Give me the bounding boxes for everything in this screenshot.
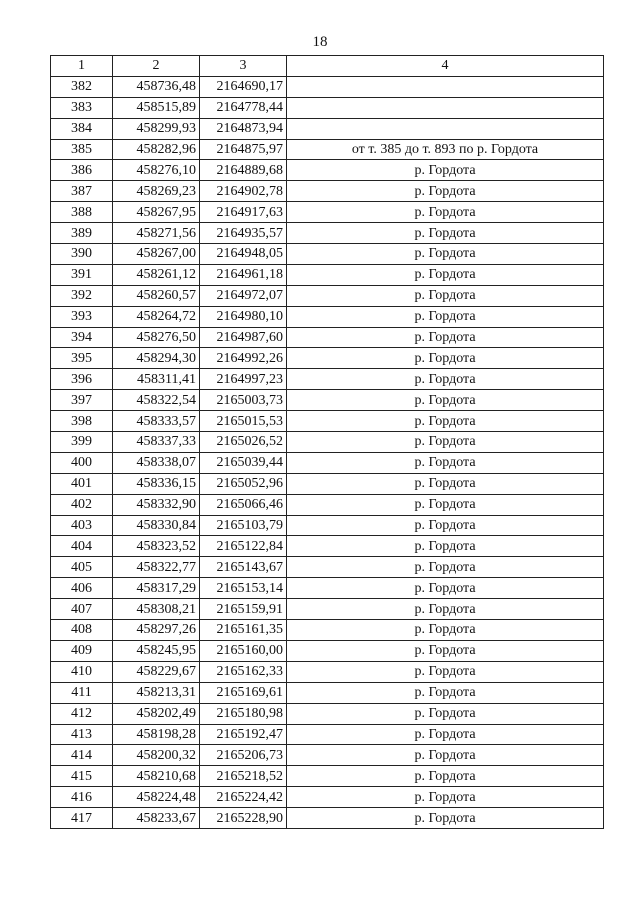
table-row	[51, 515, 604, 536]
description-cell: р. Гордота	[287, 160, 604, 181]
description-cell: р. Гордота	[287, 787, 604, 808]
point-number-cell: 405	[51, 557, 113, 578]
table-row	[51, 411, 604, 432]
point-number-cell: 392	[51, 285, 113, 306]
x-coordinate-cell: 458271,56	[113, 223, 200, 244]
table-row	[51, 139, 604, 160]
y-coordinate-cell: 2165228,90	[200, 808, 287, 829]
column-header-description: 4	[287, 56, 604, 77]
description-cell: р. Гордота	[287, 724, 604, 745]
y-coordinate-cell: 2165103,79	[200, 515, 287, 536]
x-coordinate-cell: 458276,10	[113, 160, 200, 181]
table-row	[51, 202, 604, 223]
table-row	[51, 473, 604, 494]
x-coordinate-cell: 458299,93	[113, 118, 200, 139]
table-row	[51, 160, 604, 181]
column-header-y: 3	[200, 56, 287, 77]
table-row	[51, 264, 604, 285]
y-coordinate-cell: 2165161,35	[200, 620, 287, 641]
y-coordinate-cell: 2165066,46	[200, 494, 287, 515]
table-row	[51, 118, 604, 139]
x-coordinate-cell: 458333,57	[113, 411, 200, 432]
x-coordinate-cell: 458229,67	[113, 661, 200, 682]
description-cell: р. Гордота	[287, 327, 604, 348]
description-cell: р. Гордота	[287, 536, 604, 557]
description-cell: р. Гордота	[287, 766, 604, 787]
y-coordinate-cell: 2165015,53	[200, 411, 287, 432]
point-number-cell: 412	[51, 703, 113, 724]
point-number-cell: 406	[51, 578, 113, 599]
y-coordinate-cell: 2164875,97	[200, 139, 287, 160]
y-coordinate-cell: 2165180,98	[200, 703, 287, 724]
table-row	[51, 724, 604, 745]
table-row	[51, 745, 604, 766]
point-number-cell: 401	[51, 473, 113, 494]
point-number-cell: 408	[51, 620, 113, 641]
description-cell: р. Гордота	[287, 557, 604, 578]
table-row	[51, 369, 604, 390]
x-coordinate-cell: 458233,67	[113, 808, 200, 829]
point-number-cell: 404	[51, 536, 113, 557]
description-cell: р. Гордота	[287, 808, 604, 829]
point-number-cell: 402	[51, 494, 113, 515]
table-row	[51, 181, 604, 202]
description-cell: р. Гордота	[287, 620, 604, 641]
point-number-cell: 384	[51, 118, 113, 139]
x-coordinate-cell: 458294,30	[113, 348, 200, 369]
y-coordinate-cell: 2164961,18	[200, 264, 287, 285]
x-coordinate-cell: 458224,48	[113, 787, 200, 808]
y-coordinate-cell: 2165143,67	[200, 557, 287, 578]
x-coordinate-cell: 458261,12	[113, 264, 200, 285]
table-row	[51, 432, 604, 453]
table-row	[51, 578, 604, 599]
x-coordinate-cell: 458308,21	[113, 599, 200, 620]
x-coordinate-cell: 458267,95	[113, 202, 200, 223]
point-number-cell: 396	[51, 369, 113, 390]
description-cell	[287, 76, 604, 97]
table-row	[51, 661, 604, 682]
description-cell: р. Гордота	[287, 599, 604, 620]
description-cell: р. Гордота	[287, 682, 604, 703]
x-coordinate-cell: 458200,32	[113, 745, 200, 766]
coordinates-table	[50, 55, 604, 829]
y-coordinate-cell: 2164987,60	[200, 327, 287, 348]
x-coordinate-cell: 458267,00	[113, 244, 200, 265]
description-cell: р. Гордота	[287, 432, 604, 453]
point-number-cell: 413	[51, 724, 113, 745]
description-cell: р. Гордота	[287, 202, 604, 223]
point-number-cell: 403	[51, 515, 113, 536]
x-coordinate-cell: 458276,50	[113, 327, 200, 348]
x-coordinate-cell: 458202,49	[113, 703, 200, 724]
y-coordinate-cell: 2164902,78	[200, 181, 287, 202]
table-row	[51, 766, 604, 787]
y-coordinate-cell: 2164690,17	[200, 76, 287, 97]
description-cell: р. Гордота	[287, 411, 604, 432]
point-number-cell: 415	[51, 766, 113, 787]
x-coordinate-cell: 458323,52	[113, 536, 200, 557]
x-coordinate-cell: 458282,96	[113, 139, 200, 160]
x-coordinate-cell: 458515,89	[113, 97, 200, 118]
description-cell: р. Гордота	[287, 661, 604, 682]
table-row	[51, 494, 604, 515]
description-cell: р. Гордота	[287, 348, 604, 369]
y-coordinate-cell: 2164992,26	[200, 348, 287, 369]
point-number-cell: 382	[51, 76, 113, 97]
point-number-cell: 393	[51, 306, 113, 327]
y-coordinate-cell: 2164948,05	[200, 244, 287, 265]
table-row	[51, 640, 604, 661]
x-coordinate-cell: 458213,31	[113, 682, 200, 703]
point-number-cell: 383	[51, 97, 113, 118]
x-coordinate-cell: 458245,95	[113, 640, 200, 661]
table-row	[51, 557, 604, 578]
table-row	[51, 285, 604, 306]
table-body	[51, 76, 604, 828]
table-row	[51, 244, 604, 265]
table-row	[51, 682, 604, 703]
table-row	[51, 808, 604, 829]
point-number-cell: 397	[51, 390, 113, 411]
table-header-row	[51, 56, 604, 77]
point-number-cell: 399	[51, 432, 113, 453]
point-number-cell: 394	[51, 327, 113, 348]
x-coordinate-cell: 458332,90	[113, 494, 200, 515]
point-number-cell: 385	[51, 139, 113, 160]
y-coordinate-cell: 2165026,52	[200, 432, 287, 453]
x-coordinate-cell: 458311,41	[113, 369, 200, 390]
description-cell: от т. 385 до т. 893 по р. Гордота	[287, 139, 604, 160]
table-row	[51, 452, 604, 473]
y-coordinate-cell: 2165162,33	[200, 661, 287, 682]
y-coordinate-cell: 2165052,96	[200, 473, 287, 494]
y-coordinate-cell: 2165218,52	[200, 766, 287, 787]
point-number-cell: 390	[51, 244, 113, 265]
y-coordinate-cell: 2165153,14	[200, 578, 287, 599]
x-coordinate-cell: 458736,48	[113, 76, 200, 97]
description-cell: р. Гордота	[287, 473, 604, 494]
point-number-cell: 391	[51, 264, 113, 285]
description-cell: р. Гордота	[287, 745, 604, 766]
table-row	[51, 306, 604, 327]
table-row	[51, 599, 604, 620]
x-coordinate-cell: 458317,29	[113, 578, 200, 599]
x-coordinate-cell: 458330,84	[113, 515, 200, 536]
description-cell: р. Гордота	[287, 452, 604, 473]
description-cell: р. Гордота	[287, 223, 604, 244]
x-coordinate-cell: 458198,28	[113, 724, 200, 745]
table-row	[51, 620, 604, 641]
point-number-cell: 411	[51, 682, 113, 703]
y-coordinate-cell: 2165224,42	[200, 787, 287, 808]
description-cell: р. Гордота	[287, 264, 604, 285]
y-coordinate-cell: 2165003,73	[200, 390, 287, 411]
point-number-cell: 400	[51, 452, 113, 473]
point-number-cell: 398	[51, 411, 113, 432]
point-number-cell: 416	[51, 787, 113, 808]
description-cell	[287, 118, 604, 139]
y-coordinate-cell: 2165039,44	[200, 452, 287, 473]
point-number-cell: 410	[51, 661, 113, 682]
page-number: 18	[312, 34, 328, 50]
point-number-cell: 389	[51, 223, 113, 244]
point-number-cell: 417	[51, 808, 113, 829]
description-cell: р. Гордота	[287, 578, 604, 599]
description-cell: р. Гордота	[287, 306, 604, 327]
y-coordinate-cell: 2164980,10	[200, 306, 287, 327]
y-coordinate-cell: 2164935,57	[200, 223, 287, 244]
x-coordinate-cell: 458322,54	[113, 390, 200, 411]
y-coordinate-cell: 2165206,73	[200, 745, 287, 766]
x-coordinate-cell: 458264,72	[113, 306, 200, 327]
y-coordinate-cell: 2164778,44	[200, 97, 287, 118]
description-cell: р. Гордота	[287, 390, 604, 411]
point-number-cell: 414	[51, 745, 113, 766]
x-coordinate-cell: 458337,33	[113, 432, 200, 453]
x-coordinate-cell: 458269,23	[113, 181, 200, 202]
description-cell: р. Гордота	[287, 181, 604, 202]
x-coordinate-cell: 458260,57	[113, 285, 200, 306]
description-cell: р. Гордота	[287, 494, 604, 515]
table-row	[51, 76, 604, 97]
y-coordinate-cell: 2164917,63	[200, 202, 287, 223]
description-cell: р. Гордота	[287, 515, 604, 536]
table-row	[51, 390, 604, 411]
point-number-cell: 386	[51, 160, 113, 181]
y-coordinate-cell: 2164972,07	[200, 285, 287, 306]
description-cell: р. Гордота	[287, 703, 604, 724]
description-cell	[287, 97, 604, 118]
table-row	[51, 327, 604, 348]
x-coordinate-cell: 458336,15	[113, 473, 200, 494]
y-coordinate-cell: 2165122,84	[200, 536, 287, 557]
column-header-x: 2	[113, 56, 200, 77]
description-cell: р. Гордота	[287, 369, 604, 390]
description-cell: р. Гордота	[287, 244, 604, 265]
point-number-cell: 407	[51, 599, 113, 620]
table-row	[51, 703, 604, 724]
x-coordinate-cell: 458210,68	[113, 766, 200, 787]
table-row	[51, 536, 604, 557]
table-row	[51, 97, 604, 118]
point-number-cell: 388	[51, 202, 113, 223]
y-coordinate-cell: 2165169,61	[200, 682, 287, 703]
table-row	[51, 787, 604, 808]
point-number-cell: 395	[51, 348, 113, 369]
point-number-cell: 387	[51, 181, 113, 202]
y-coordinate-cell: 2164873,94	[200, 118, 287, 139]
description-cell: р. Гордота	[287, 285, 604, 306]
y-coordinate-cell: 2164889,68	[200, 160, 287, 181]
point-number-cell: 409	[51, 640, 113, 661]
description-cell: р. Гордота	[287, 640, 604, 661]
y-coordinate-cell: 2165159,91	[200, 599, 287, 620]
y-coordinate-cell: 2165192,47	[200, 724, 287, 745]
x-coordinate-cell: 458297,26	[113, 620, 200, 641]
table-row	[51, 348, 604, 369]
table-row	[51, 223, 604, 244]
y-coordinate-cell: 2165160,00	[200, 640, 287, 661]
x-coordinate-cell: 458338,07	[113, 452, 200, 473]
y-coordinate-cell: 2164997,23	[200, 369, 287, 390]
x-coordinate-cell: 458322,77	[113, 557, 200, 578]
column-header-point-number: 1	[51, 56, 113, 77]
